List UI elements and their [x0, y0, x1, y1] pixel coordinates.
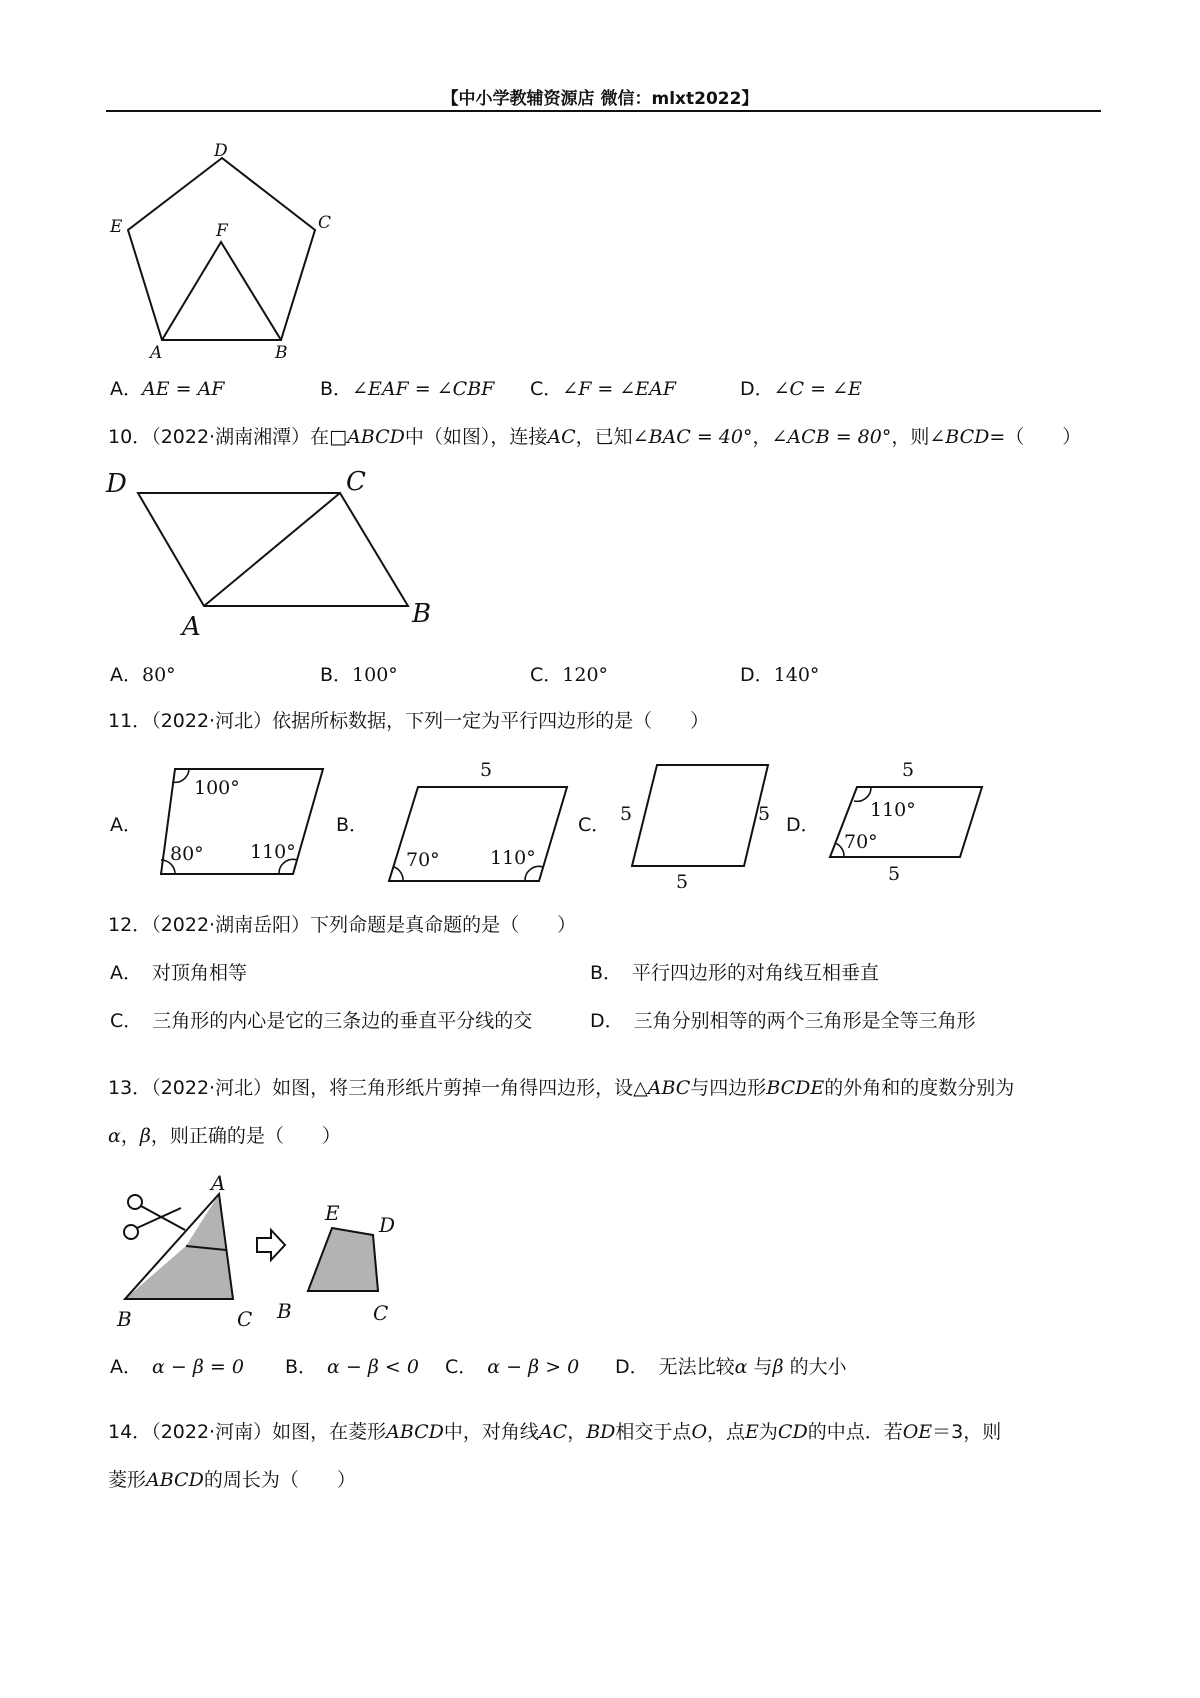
q13-label-b1: B	[117, 1307, 132, 1331]
q10-stem: 10．（2022·湖南湘潭）在□ABCD中（如图），连接AC，已知∠BAC = 40°，∠ACB = 80°，则∠BCD=（ ）	[108, 426, 1082, 448]
q12-option-a: A． 对顶角相等	[110, 962, 248, 984]
parallelogram-glyph: □	[329, 426, 348, 448]
q10-parallelogram-figure	[100, 460, 440, 640]
q9-label-c: C	[318, 213, 332, 233]
q12-option-b: B． 平行四边形的对角线互相垂直	[590, 962, 880, 984]
q9-option-b: B．∠EAF = ∠CBF	[320, 378, 495, 400]
q11a-mark-2: 110°	[250, 841, 296, 863]
q10-option-d: D．140°	[740, 664, 820, 686]
q13-figure	[105, 1168, 435, 1331]
q11-option-d-figure	[820, 756, 990, 886]
q11a-mark-1: 80°	[170, 843, 204, 865]
page-header: 【中小学教辅资源店 微信：mlxt2022】	[441, 89, 759, 109]
q11c-mark-2: 5	[676, 871, 689, 893]
q12-option-d: D． 三角分别相等的两个三角形是全等三角形	[590, 1010, 976, 1032]
q9-option-c: C．∠F = ∠EAF	[530, 378, 677, 400]
q11-option-c-figure	[610, 756, 780, 896]
q13-label-c1: C	[237, 1307, 253, 1331]
q11d-mark-3: 5	[888, 863, 901, 885]
q11a-mark-0: 100°	[194, 777, 240, 799]
q10-option-c: C．120°	[530, 664, 609, 686]
q11c-mark-0: 5	[620, 803, 633, 825]
q10-option-b: B．100°	[320, 664, 398, 686]
q9-label-e: E	[110, 217, 123, 237]
q11b-mark-0: 5	[480, 759, 493, 781]
q9-option-d: D．∠C = ∠E	[740, 378, 862, 400]
q11b-mark-2: 110°	[490, 847, 536, 869]
q12-option-c: C． 三角形的内心是它的三条边的垂直平分线的交	[110, 1010, 533, 1032]
q13-label-e: E	[325, 1201, 340, 1225]
q13-label-a: A	[211, 1171, 226, 1195]
q11-stem: 11．（2022·河北）依据所标数据，下列一定为平行四边形的是（ ）	[108, 710, 710, 732]
q11d-mark-0: 5	[902, 759, 915, 781]
q9-label-a: A	[150, 343, 163, 363]
q11c-mark-1: 5	[758, 803, 771, 825]
q11-option-b-label: B．	[336, 814, 369, 836]
q13-label-d: D	[379, 1213, 396, 1237]
q9-pentagon-figure	[100, 140, 360, 363]
q13-option-b: B． α − β < 0	[285, 1356, 419, 1378]
q12-stem: 12．（2022·湖南岳阳）下列命题是真命题的是（ ）	[108, 914, 577, 936]
q13-label-c2: C	[373, 1301, 389, 1325]
q13-option-d: D． 无法比较α 与β 的大小	[615, 1356, 847, 1378]
q11-option-c-label: C．	[578, 814, 611, 836]
q9-label-b: B	[275, 343, 288, 363]
q11b-mark-1: 70°	[406, 849, 440, 871]
q14-stem: 14．（2022·河南）如图，在菱形ABCD中，对角线AC，BD相交于点O，点E为CD的中点．若OE＝3，则 菱形ABCD的周长为（ ）	[108, 1421, 1002, 1491]
q11-option-b-figure	[380, 756, 580, 886]
q9-label-f: F	[216, 221, 228, 241]
q13-label-b2: B	[277, 1299, 292, 1323]
q9-option-a: A．AE = AF	[110, 378, 225, 400]
q13-stem: 13．（2022·河北）如图，将三角形纸片剪掉一角得四边形，设△ABC与四边形BCDE的外角和的度数分别为 α，β，则正确的是（ ）	[108, 1077, 1015, 1147]
q13-option-c: C． α − β > 0	[445, 1356, 580, 1378]
q11d-mark-1: 110°	[870, 799, 916, 821]
q10-label-d: D	[106, 469, 127, 499]
header-rule	[106, 110, 1101, 112]
q11-option-a-figure	[150, 760, 330, 880]
q9-label-d: D	[214, 141, 228, 161]
q10-label-c: C	[346, 467, 366, 497]
arrow-right-icon	[257, 1230, 285, 1260]
scissors-icon	[124, 1195, 185, 1239]
q10-label-b: B	[412, 599, 432, 629]
q10-label-a: A	[182, 612, 201, 642]
q10-option-a: A．80°	[110, 664, 176, 686]
q11-option-d-label: D．	[786, 814, 820, 836]
q11-option-a-label: A．	[110, 814, 142, 836]
q11d-mark-2: 70°	[844, 831, 878, 853]
q13-option-a: A． α − β = 0	[110, 1356, 244, 1378]
